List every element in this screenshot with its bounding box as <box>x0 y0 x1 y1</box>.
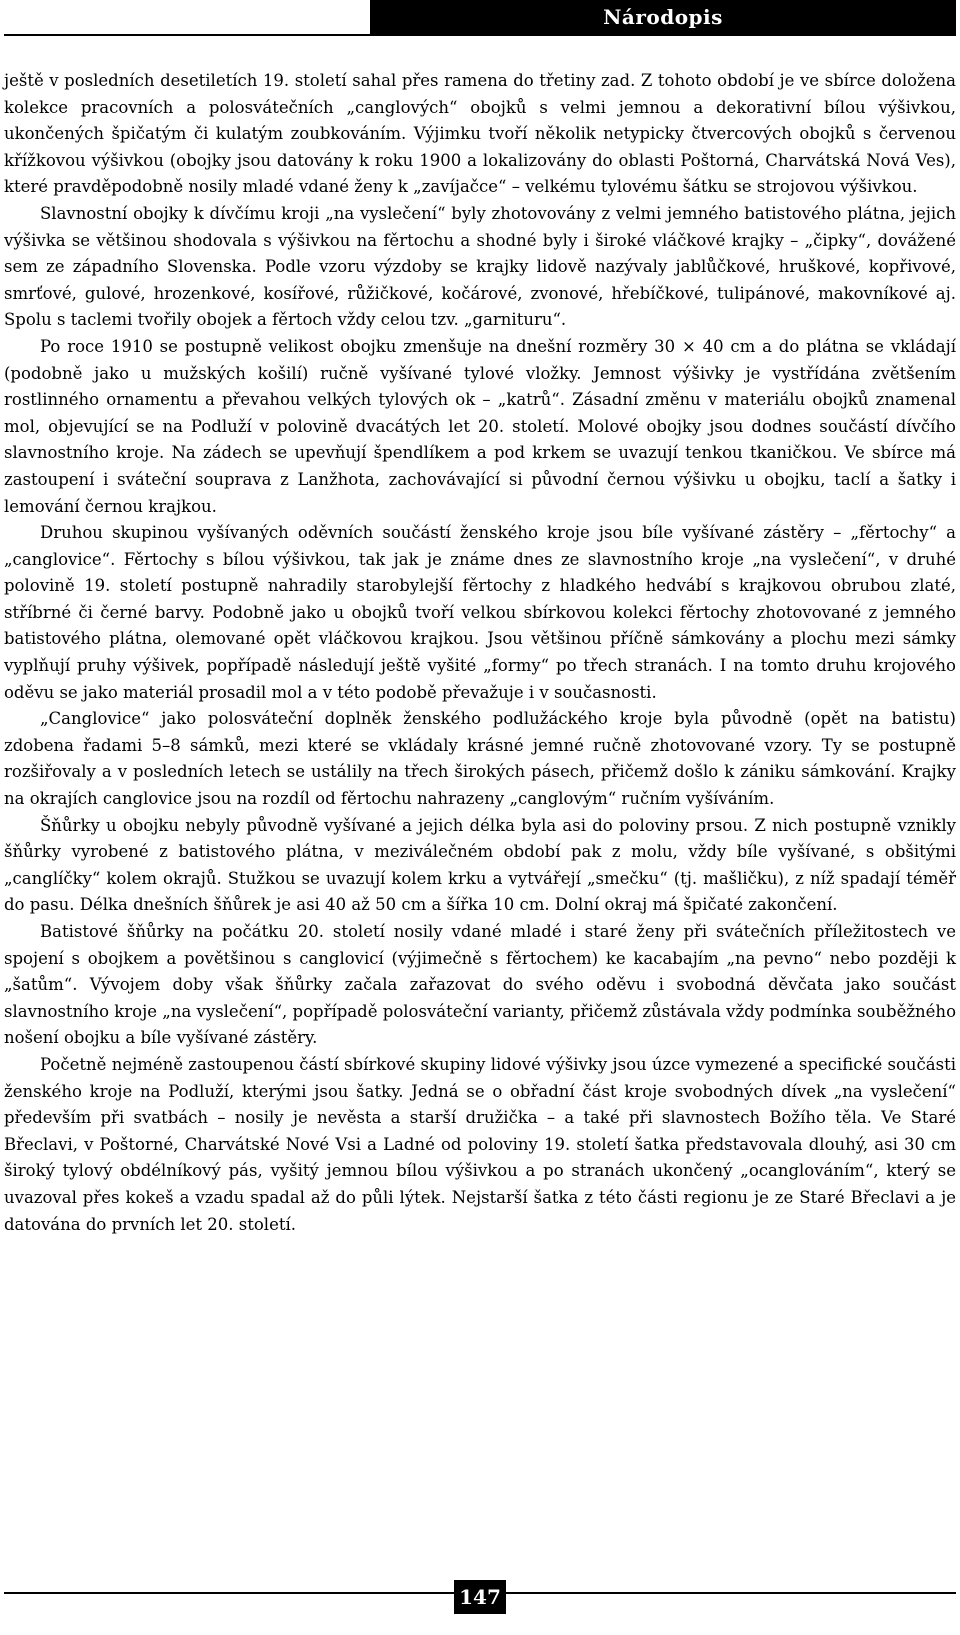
paragraph-6: Šňůrky u obojku nebyly původně vyšívané a jejich délka byla asi do poloviny prsou. Z nich postupně vznikly šňůrky vyrobené z batistového plátna, v meziválečném období pak z molu, vždy bíle vyšívané, s obšitými „canglíčky“ kolem okrajů. Stužkou se uvazují kolem krku a vytvářejí „smečku“ (tj. mašličku), z níž spadají téměř do pasu. Délka dnešních šňůrek je asi 40 až 50 cm a šířka 10 cm. Dolní okraj má špičaté zakončení. <box>4 815 956 915</box>
paragraph-8: Početně nejméně zastoupenou částí sbírkové skupiny lidové výšivky jsou úzce vymezené a specifické součásti ženského kroje na Podluží, kterými jsou šatky. Jedná se o obřadní část kroje svobodných dívek „na vyslečení“ především při svatbách – nosily je nevěsta a starší družička – a také při slavnostech Božího těla. Ve Staré Břeclavi, v Poštorné, Charvátské Nové Vsi a Ladné od poloviny 19. století šatka představovala dlouhý, asi 30 cm široký tylový obdélníkový pás, vyšitý jemnou bílou výšivkou a po stranách ukončený „ocanglováním“, který se uvazoval přes kokeš a vzadu spadal až do půli lýtek. Nejstarší šatka z této části regionu je ze Staré Břeclavi a je datována do prvních let 20. století. <box>4 1054 956 1234</box>
header-rule <box>4 34 956 36</box>
paragraph-7: Batistové šňůrky na počátku 20. století nosily vdané mladé i staré ženy při svátečních příležitostech ve spojení s obojkem a povětšinou s canglovicí (výjimečně s fěrtochem) ke kacabajím „na pevno“ nebo později k „šatům“. Vývojem doby však šňůrky začala zařazovat do svého oděvu i svobodná děvčata jako součást slavnostního kroje „na vyslečení“, popřípadě polosváteční varianty, přičemž zůstávala vždy podmínka souběžného nošení obojku a bíle vyšívané zástěry. <box>4 922 956 1048</box>
paragraph-3: Po roce 1910 se postupně velikost obojku zmenšuje na dnešní rozměry 30 × 40 cm a do plátna se vkládají (podobně jako u mužských košilí) ručně vyšívané tylové vložky. Jemnost výšivky je vystřídána zvětšením rostlinného ornamentu a převahou velkých tylových ok – „katrů“. Zásadní změnu v materiálu obojků znamenal mol, objevující se na Podluží v polovině dvacátých let 20. století. Molové obojky jsou dodnes součástí dívčího slavnostního kroje. Na zádech se upevňují špendlíkem a pod krkem se uvazují tenkou tkaničkou. Ve sbírce má zastoupení i sváteční souprava z Lanžhota, zachovávající si původní černou výšivku u obojku, taclí a šatky i lemování černou krajkou. <box>4 336 956 516</box>
page-number: 147 <box>454 1580 506 1614</box>
paragraph-4: Druhou skupinou vyšívaných oděvních součástí ženského kroje jsou bíle vyšívané zástěry – „fěrtochy“ a „canglovice“. Fěrtochy s bílou výšivkou, tak jak je známe dnes ze slavnostního kroje „na vyslečení“, v druhé polovině 19. století postupně nahradily starobylejší fěrtochy z hladkého hedvábí s krajkovou obrubou zlaté, stříbrné či černé barvy. Podobně jako u obojků tvoří velkou sbírkovou kolekci fěrtochy zhotovované z jemného batistového plátna, olemované opět vláčkovou krajkou. Jsou většinou příčně sámkovány a plochu mezi sámky vyplňují pruhy výšivek, popřípadě následují ještě vyšité „formy“ po třech stranách. I na tomto druhu krojového oděvu se jako materiál prosadil mol a v této podobě převažuje i v současnosti. <box>4 523 956 702</box>
running-header: Národopis <box>370 0 956 34</box>
paragraph-1: ještě v posledních desetiletích 19. století sahal přes ramena do třetiny zad. Z tohoto období je ve sbírce doložena kolekce pracovních a polosvátečních „canglových“ obojků s velmi jemnou a dekorativní bílou výšivkou, ukončených špičatým či kulatým zoubkováním. Výjimku tvoří několik netypicky čtvercových obojků s červenou křížkovou výšivkou (obojky jsou datovány k roku 1900 a lokalizovány do oblasti Poštorná, Charvátská Nová Ves), které pravděpodobně nosily mladé vdané ženy k „zavíjačce“ – velkému tylovému šátku se strojovou výšivkou. <box>4 71 956 197</box>
paragraph-2: Slavnostní obojky k dívčímu kroji „na vyslečení“ byly zhotovovány z velmi jemného batistového plátna, jejich výšivka se většinou shodovala s výšivkou na fěrtochu a shodné byly i široké vláčkové krajky – „čipky“, dovážené sem ze západního Slovenska. Podle vzoru výzdoby se krajky lidově nazývaly jablůčkové, hruškové, kopřivové, smrťové, gulové, hrozenkové, kosířové, růžičkové, kočárové, zvonové, hřebíčkové, tulipánové, makovníkové aj. Spolu s taclemi tvořily obojek a fěrtoch vždy celou tzv. „garnituru“. <box>4 203 956 330</box>
article-body <box>4 68 956 1238</box>
paragraph-5: „Canglovice“ jako polosváteční doplněk ženského podlužáckého kroje byla původně (opět na batistu) zdobena řadami 5–8 sámků, mezi které se vkládaly krásné jemné ručně zhotovované vzory. Ty se postupně rozšiřovaly a v posledních letech se ustálily na třech širokých pásech, přičemž došlo k zániku sámkování. Krajky na okrajích canglovice jsou na rozdíl od fěrtochu nahrazeny „canglovým“ ručním vyšíváním. <box>4 709 956 809</box>
